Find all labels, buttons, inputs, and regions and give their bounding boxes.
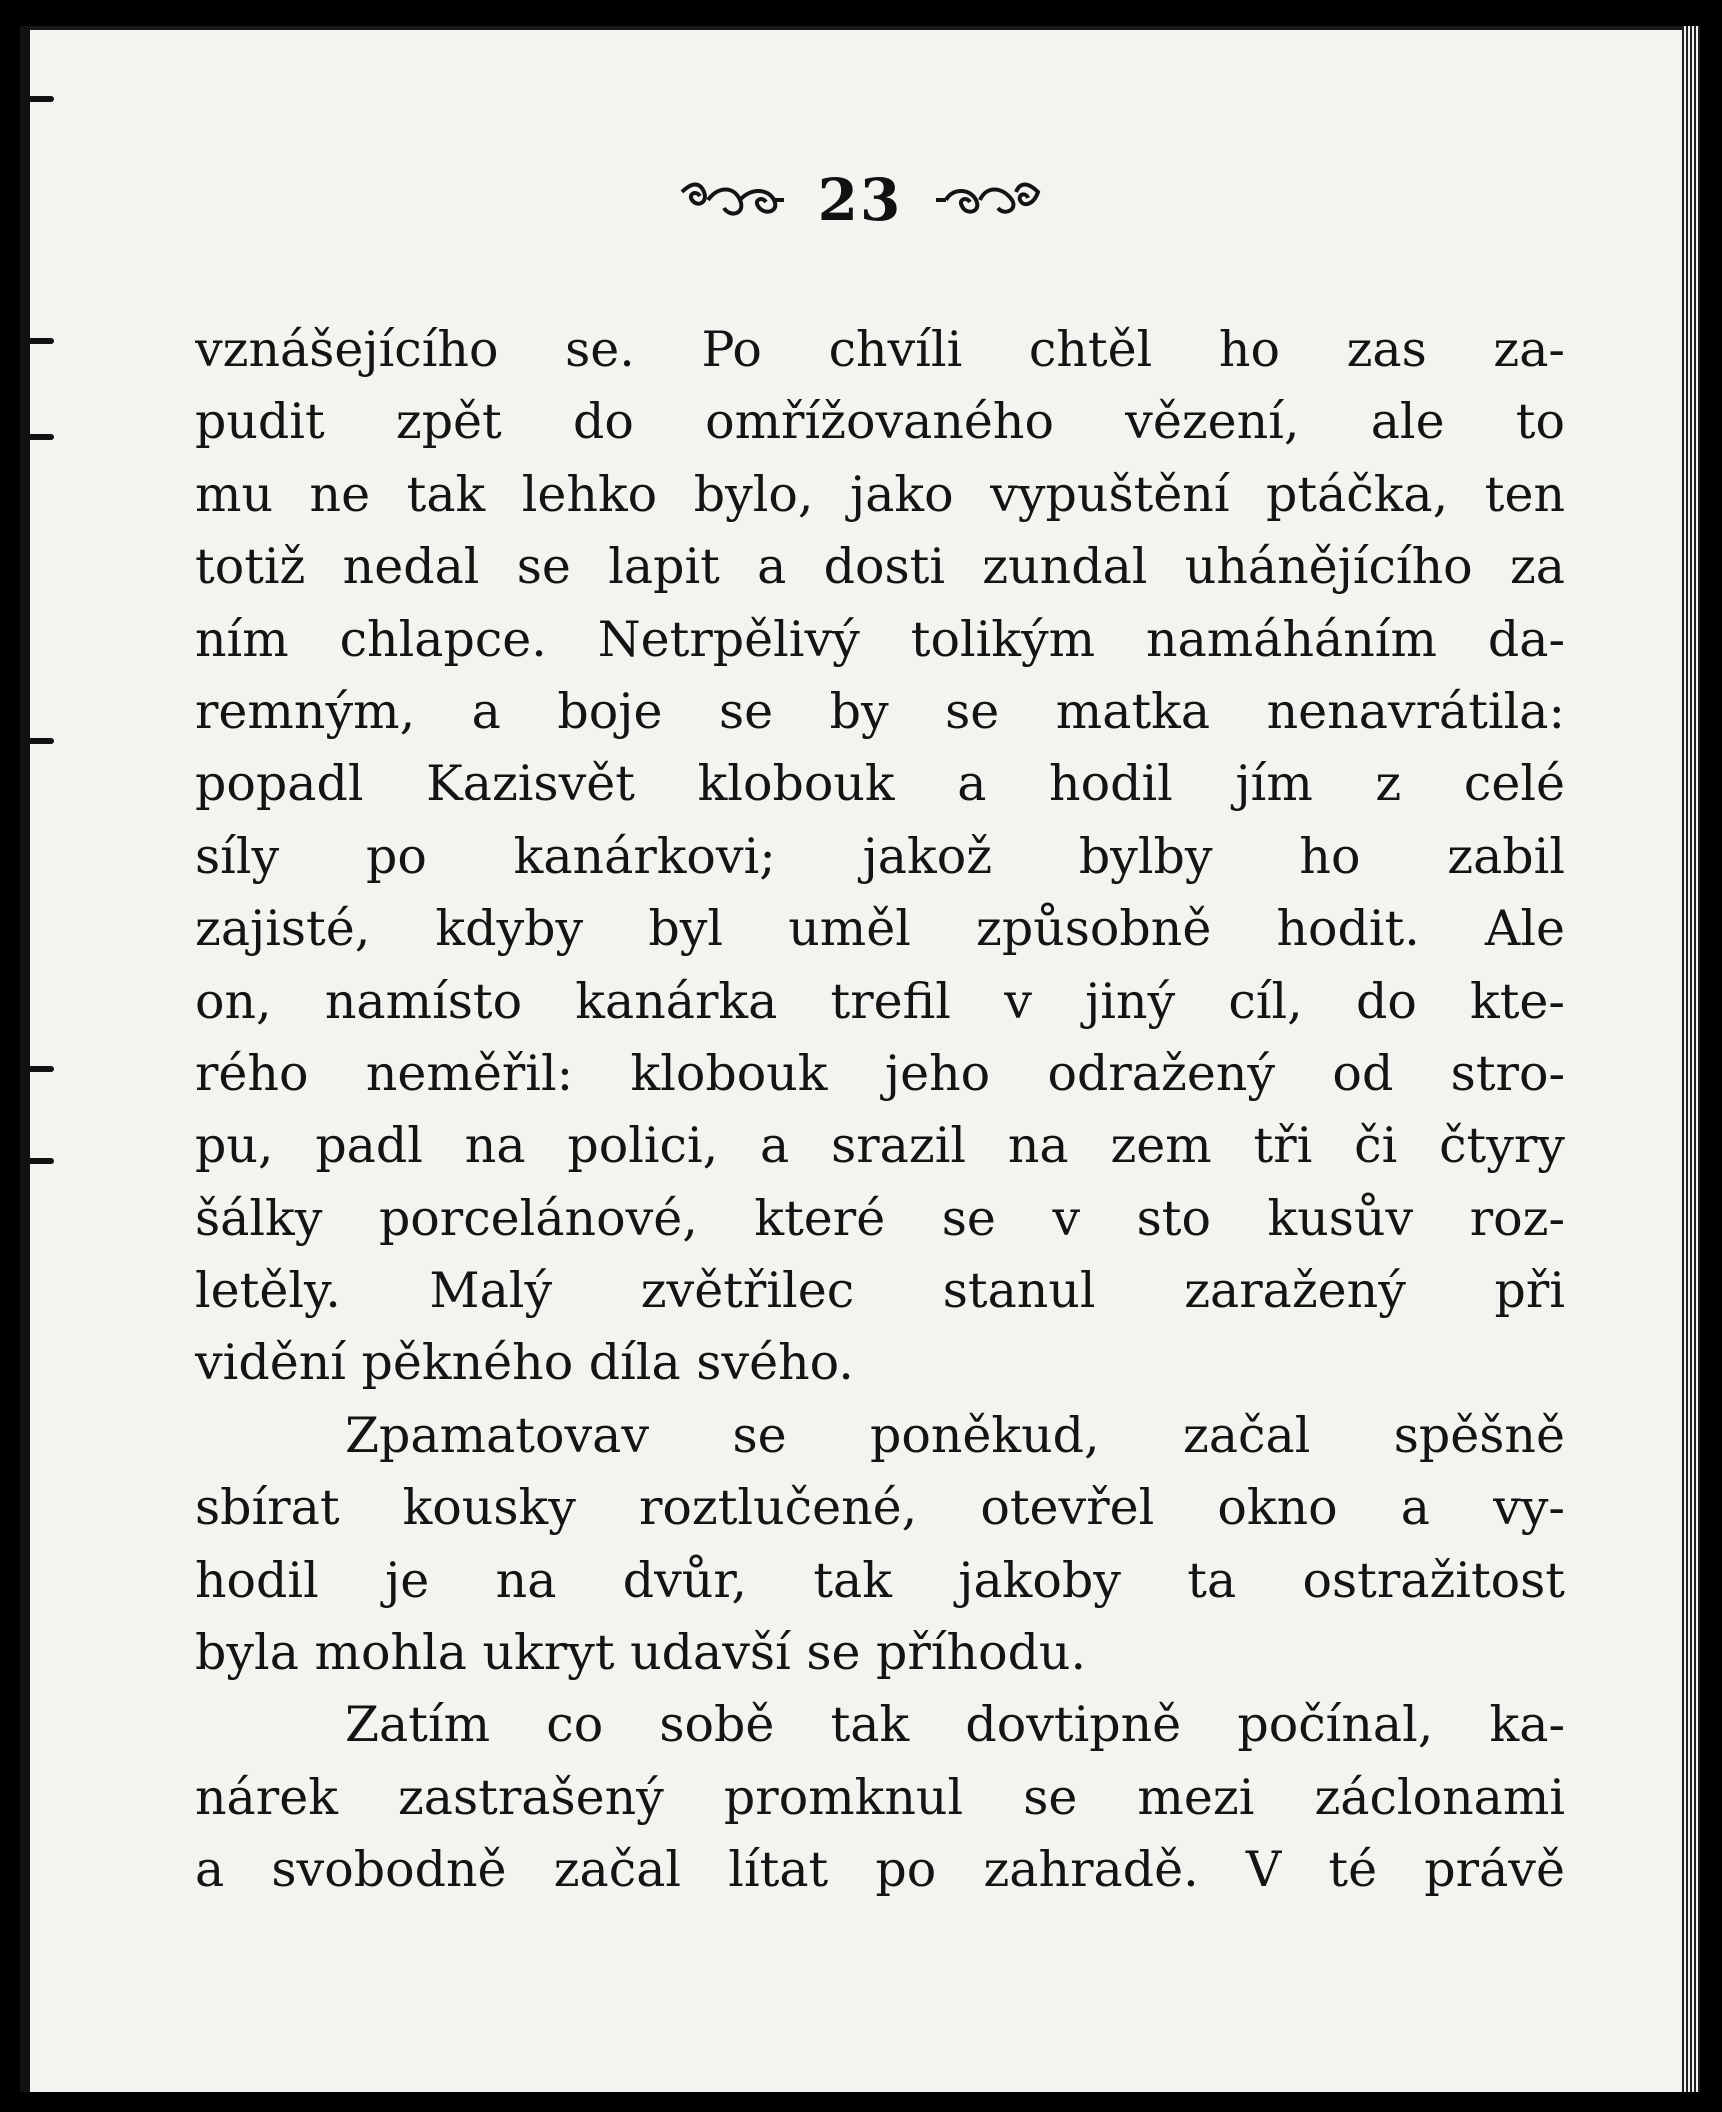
text-line: on, namísto kanárka trefil v jiný cíl, do kte- — [195, 972, 1565, 1030]
left-flourish-ornament-icon — [678, 178, 788, 222]
text-line: hodil je na dvůr, tak jakoby ta ostražitost — [195, 1551, 1565, 1609]
spine-stitch-mark — [20, 1066, 54, 1072]
text-line: rého neměřil: klobouk jeho odražený od stro- — [195, 1044, 1565, 1102]
text-line: letěly. Malý zvětřilec stanul zaražený při — [195, 1262, 1565, 1320]
text-line: sbírat kousky roztlučené, otevřel okno a vy- — [195, 1479, 1565, 1537]
spine-stitch-mark — [20, 96, 54, 102]
book-spine — [20, 26, 30, 2092]
text-line: pudit zpět do omřížovaného vězení, ale to — [195, 393, 1565, 451]
text-line: mu ne tak lehko bylo, jako vypuštění ptáčka, ten — [195, 465, 1565, 523]
text-line: vznášejícího se. Po chvíli chtěl ho zas za- — [195, 321, 1565, 378]
text-line: popadl Kazisvět klobouk a hodil jím z celé — [195, 755, 1565, 813]
text-line: totiž nedal se lapit a dosti zundal uhánějícího za — [195, 538, 1565, 596]
page-number: 23 — [817, 166, 903, 234]
page-top-edge — [20, 26, 1700, 30]
text-line: pu, padl na polici, a srazil na zem tři či čtyry — [195, 1117, 1565, 1175]
text-line: remným, a boje se by se matka nenavrátila: — [195, 682, 1565, 740]
text-line: šálky porcelánové, které se v sto kusův roz- — [195, 1189, 1565, 1247]
spine-stitch-mark — [20, 1158, 54, 1164]
right-flourish-ornament-icon — [932, 178, 1042, 222]
text-line: Zatím co sobě tak dovtipně počínal, ka- — [345, 1696, 1565, 1754]
page-header — [20, 166, 1700, 234]
text-line: vidění pěkného díla svého. — [195, 1334, 854, 1392]
text-line: ním chlapce. Netrpělivý tolikým namáháním da- — [195, 610, 1565, 668]
text-line: Zpamatovav se poněkud, začal spěšně — [345, 1406, 1565, 1464]
text-line: a svobodně začal lítat po zahradě. V té právě — [195, 1841, 1565, 1899]
text-line: síly po kanárkovi; jakož bylby ho zabil — [195, 827, 1565, 885]
text-line: nárek zastrašený promknul se mezi záclonami — [195, 1768, 1565, 1826]
book-page — [20, 26, 1700, 2092]
spine-stitch-mark — [20, 434, 54, 440]
page-right-edge — [1682, 26, 1700, 2092]
body-text — [195, 314, 1565, 1907]
text-line: zajisté, kdyby byl uměl způsobně hodit. Ale — [195, 900, 1565, 958]
text-line: byla mohla ukryt udavší se příhodu. — [195, 1624, 1087, 1682]
spine-stitch-mark — [20, 738, 54, 744]
spine-stitch-mark — [20, 338, 54, 344]
